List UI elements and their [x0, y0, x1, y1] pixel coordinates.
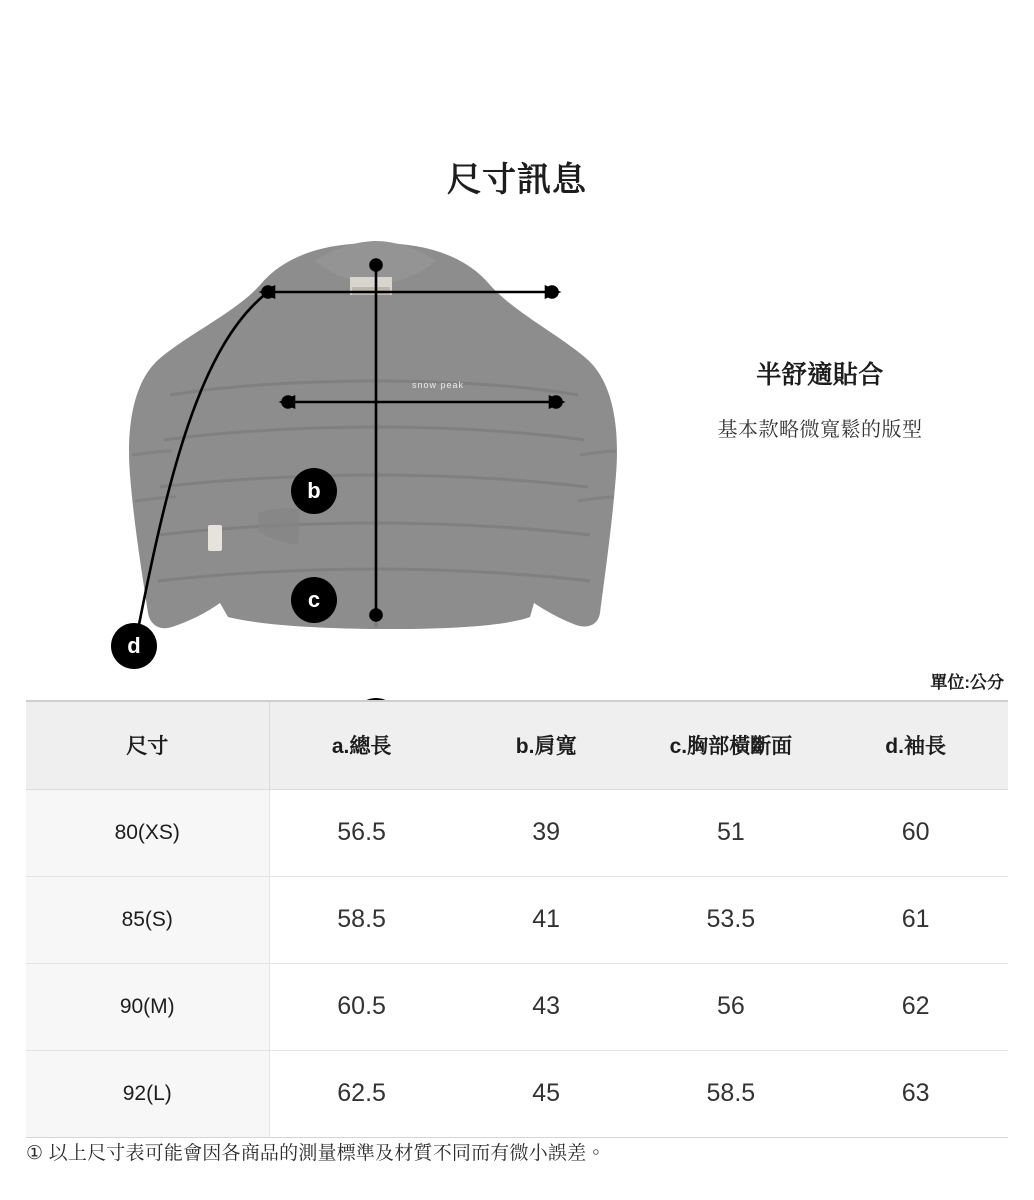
cell-total-length: 62.5 — [269, 1050, 454, 1137]
fit-subtitle: 基本款略微寬鬆的版型 — [717, 419, 923, 441]
cell-sleeve-length: 60 — [823, 789, 1008, 876]
table-row — [26, 963, 1008, 1050]
cell-chest: 53.5 — [639, 876, 824, 963]
unit-note: 單位:公分 — [930, 673, 1004, 692]
garment-measurement-diagram — [60, 225, 680, 665]
fit-title: 半舒適貼合 — [756, 361, 884, 389]
cell-sleeve-length: 62 — [823, 963, 1008, 1050]
svg-text:snow peak: snow peak — [412, 380, 465, 390]
row-header-size: 85(S) — [26, 876, 269, 963]
cell-shoulder-width: 45 — [454, 1050, 639, 1137]
cell-shoulder-width: 43 — [454, 963, 639, 1050]
table-row — [26, 876, 1008, 963]
column-header-chest: c.胸部橫斷面 — [639, 701, 824, 789]
marker-c: c — [291, 577, 337, 623]
cell-shoulder-width: 41 — [454, 876, 639, 963]
size-table — [26, 700, 1008, 1138]
cell-chest: 51 — [639, 789, 824, 876]
cell-sleeve-length: 61 — [823, 876, 1008, 963]
row-header-size: 90(M) — [26, 963, 269, 1050]
marker-d: d — [111, 623, 157, 669]
column-header-sleeve-length: d.袖長 — [823, 701, 1008, 789]
table-row — [26, 1050, 1008, 1137]
cell-total-length: 56.5 — [269, 789, 454, 876]
cell-total-length: 58.5 — [269, 876, 454, 963]
footnote: ① 以上尺寸表可能會因各商品的測量標準及材質不同而有微小誤差。 — [26, 1143, 606, 1164]
jacket-illustration — [60, 225, 680, 665]
cell-total-length: 60.5 — [269, 963, 454, 1050]
cell-chest: 56 — [639, 963, 824, 1050]
column-header-shoulder-width: b.肩寬 — [454, 701, 639, 789]
page-title: 尺寸訊息 — [447, 161, 587, 199]
table-header-row — [26, 701, 1008, 789]
fit-description — [620, 355, 1020, 442]
marker-b: b — [291, 468, 337, 514]
cell-sleeve-length: 63 — [823, 1050, 1008, 1137]
row-header-size: 80(XS) — [26, 789, 269, 876]
column-header-total-length: a.總長 — [269, 701, 454, 789]
cell-chest: 58.5 — [639, 1050, 824, 1137]
cell-shoulder-width: 39 — [454, 789, 639, 876]
table-row — [26, 789, 1008, 876]
column-header-size: 尺寸 — [26, 701, 269, 789]
row-header-size: 92(L) — [26, 1050, 269, 1137]
